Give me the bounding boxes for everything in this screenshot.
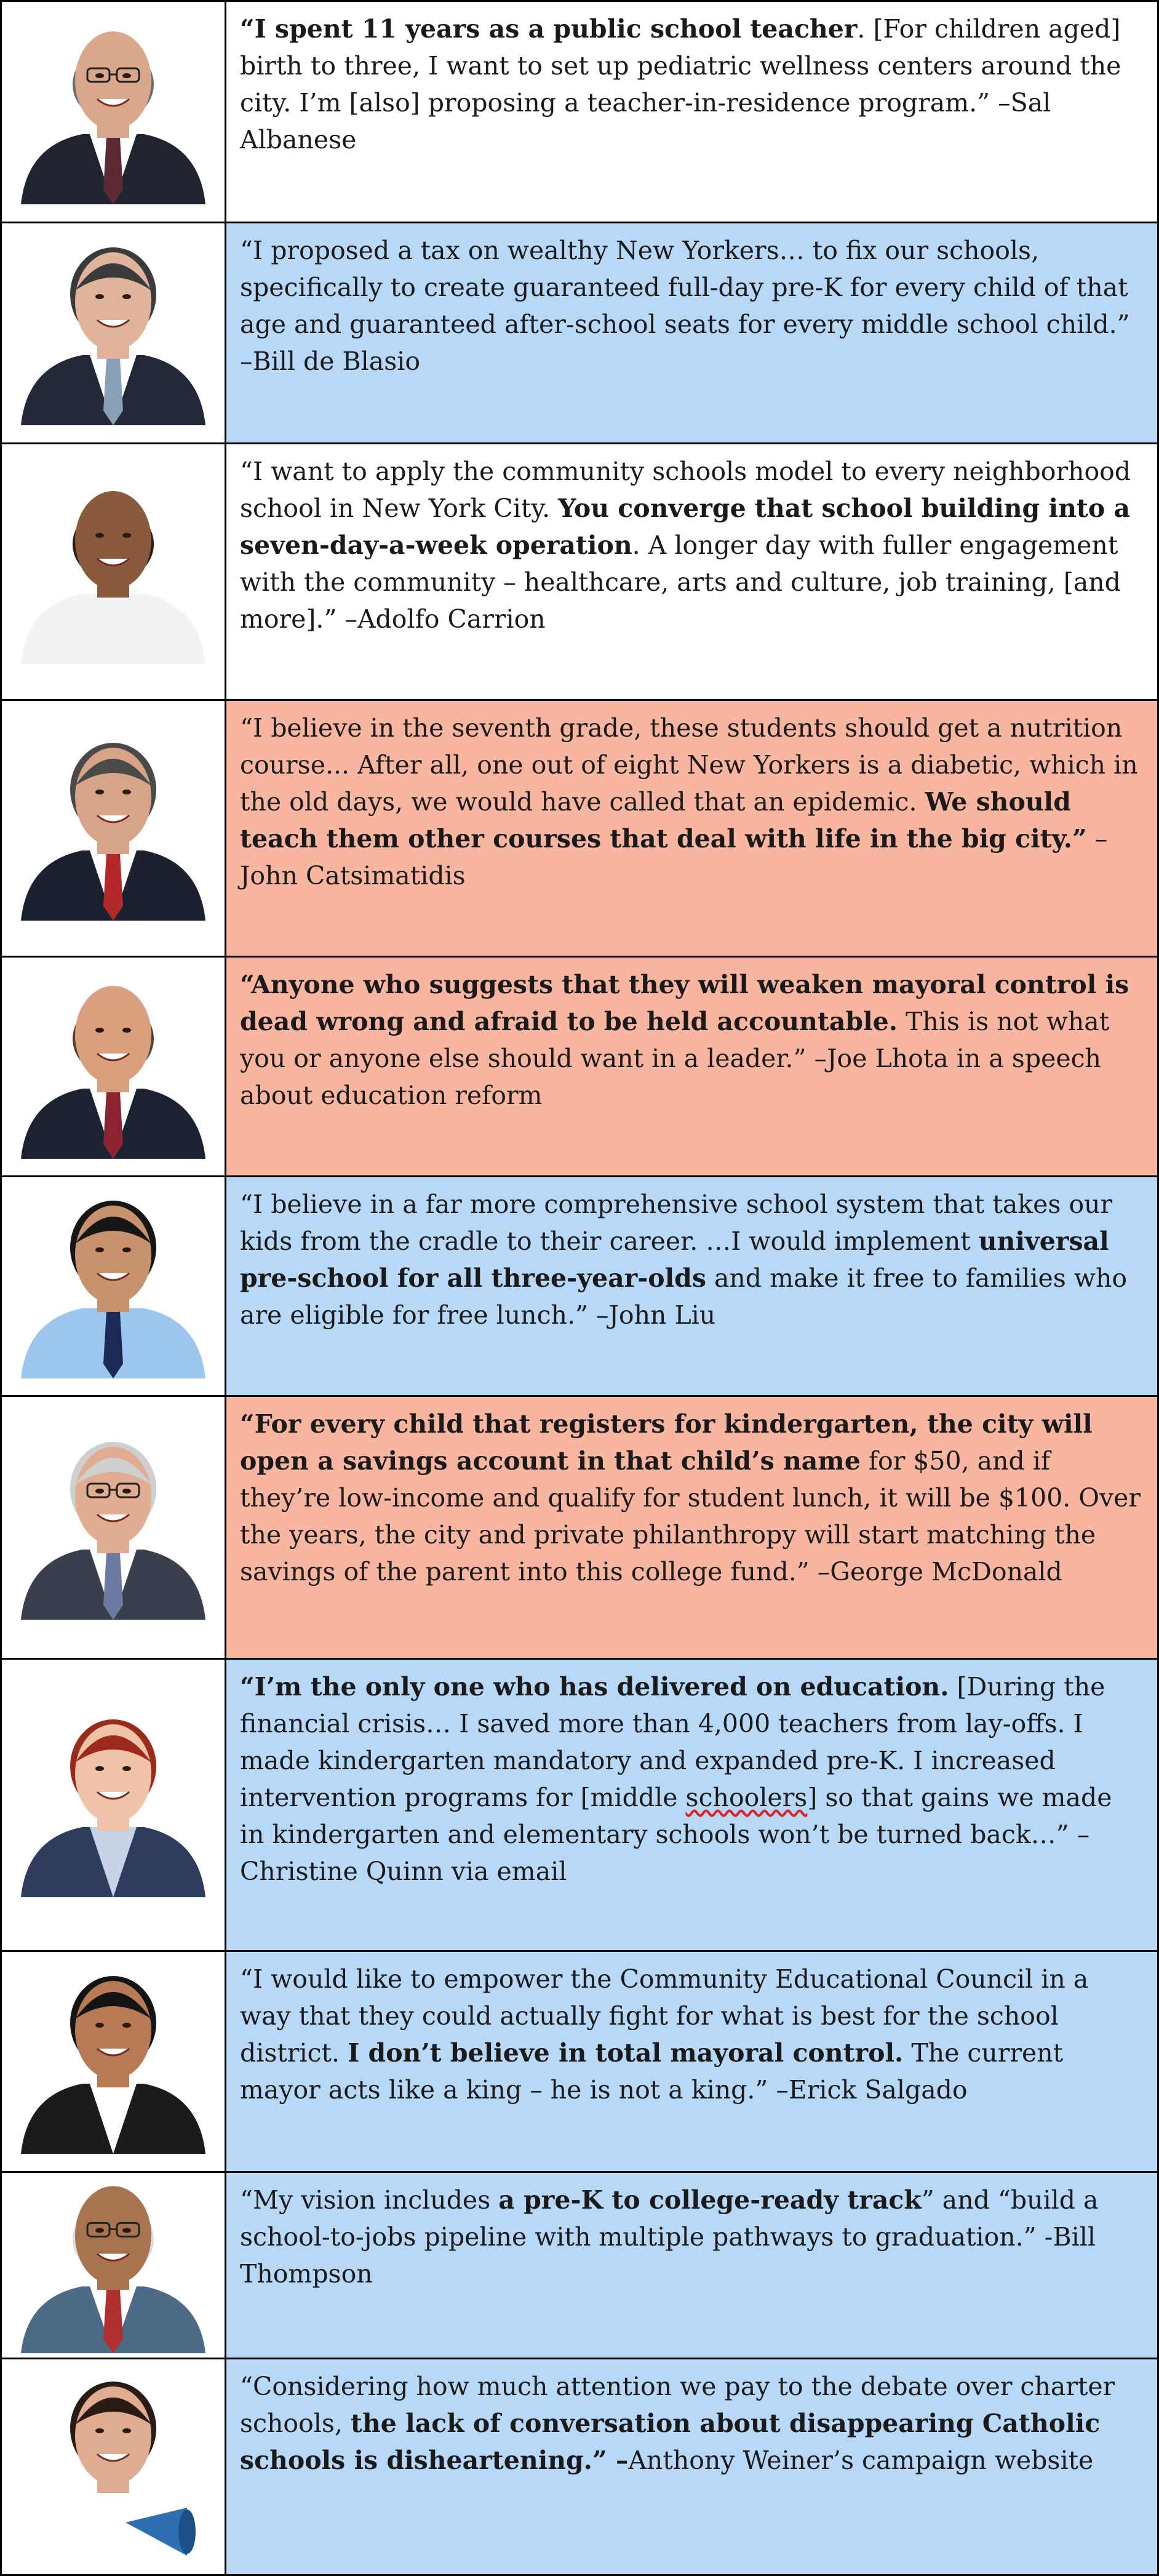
eye-left bbox=[95, 2428, 104, 2433]
candidate-portrait bbox=[9, 1435, 218, 1620]
quote-cell bbox=[226, 2358, 1159, 2576]
quote-cell bbox=[226, 0, 1159, 223]
quote-cell bbox=[226, 222, 1159, 444]
quote-cell bbox=[226, 1395, 1159, 1660]
face-shape bbox=[75, 986, 151, 1084]
candidate-quote bbox=[240, 966, 1144, 1114]
candidate-quote bbox=[240, 232, 1144, 380]
eye-left bbox=[95, 1489, 104, 1494]
eye-right bbox=[122, 73, 131, 78]
eye-left bbox=[95, 533, 104, 538]
quote-bold-segment: “I spent 11 years as a public school teacher bbox=[240, 14, 858, 44]
quote-segment: The current mayor acts like a king – he is not a king.” –Erick Salgado bbox=[240, 2038, 1064, 2105]
quote-cell bbox=[226, 1175, 1159, 1397]
candidate-photo bbox=[0, 0, 226, 223]
quote-bold-segment: I don’t believe in total mayoral control. bbox=[348, 2038, 904, 2068]
face-shape bbox=[75, 31, 151, 130]
quote-bold-segment: We should teach them other courses that deal with life in the big city.” bbox=[240, 787, 1087, 854]
quote-cell bbox=[226, 1658, 1159, 1952]
quote-bold-segment: You converge that school building into a seven-day-a-week operation bbox=[240, 494, 1131, 560]
eye-left bbox=[95, 1766, 104, 1771]
candidate-portrait bbox=[9, 479, 218, 664]
candidate-photo bbox=[0, 442, 226, 701]
candidate-row bbox=[0, 442, 1159, 701]
candidate-quote bbox=[240, 10, 1144, 158]
quote-bold-segment: “I’m the only one who has delivered on education. bbox=[240, 1672, 949, 1702]
candidate-row bbox=[0, 699, 1159, 958]
candidate-row bbox=[0, 0, 1159, 223]
quote-segment: [During the financial crisis… I saved more than 4,000 teachers from lay-offs. I made kindergarten mandatory and expanded pre-K. I increased intervention programs for [middle bbox=[240, 1672, 1105, 1812]
quote-segment: schoolers bbox=[685, 1783, 808, 1812]
candidate-quote bbox=[240, 453, 1144, 638]
quote-cell bbox=[226, 1950, 1159, 2173]
candidate-quote bbox=[240, 1961, 1144, 2108]
candidate-quote bbox=[240, 2182, 1144, 2292]
candidate-quote bbox=[240, 1668, 1144, 1890]
candidate-quote bbox=[240, 2368, 1144, 2479]
quote-bold-segment: a pre-K to college-ready track bbox=[498, 2185, 922, 2215]
quote-bold-segment: universal pre-school for all three-year-olds bbox=[240, 1226, 1109, 1293]
eye-right bbox=[122, 1766, 131, 1771]
quote-bold-segment: the lack of conversation about disappearing Catholic schools is disheartening.” – bbox=[240, 2409, 1101, 2475]
quote-cell bbox=[226, 442, 1159, 701]
candidate-photo bbox=[0, 2171, 226, 2359]
quote-bold-segment: “For every child that registers for kindergarten, the city will open a savings account in that child’s name bbox=[240, 1409, 1093, 1476]
candidate-photo bbox=[0, 1175, 226, 1397]
eye-left bbox=[95, 790, 104, 794]
candidate-photo bbox=[0, 1395, 226, 1660]
candidate-photo bbox=[0, 1658, 226, 1952]
eye-left bbox=[95, 2023, 104, 2028]
quote-bold-segment: “Anyone who suggests that they will weaken mayoral control is dead wrong and afraid to be held accountable. bbox=[240, 970, 1129, 1036]
face-shape bbox=[75, 491, 151, 590]
quote-cell bbox=[226, 699, 1159, 958]
quote-segment: “I believe in the seventh grade, these students should get a nutrition course... After all, one out of eight New Yorkers is a diabetic, which in the old days, we would have called that an epidemic. bbox=[240, 713, 1138, 817]
eye-left bbox=[95, 1028, 104, 1033]
eye-right bbox=[122, 2023, 131, 2028]
eye-left bbox=[95, 1247, 104, 1252]
eye-right bbox=[122, 1247, 131, 1252]
quote-segment: “I believe in a far more comprehensive school system that takes our kids from the cradle to their career. …I would implement bbox=[240, 1190, 1113, 1256]
eye-right bbox=[122, 1028, 131, 1033]
eye-left bbox=[95, 2228, 104, 2233]
quote-segment: . A longer day with fuller engagement with the community – healthcare, arts and culture, job training, [and more].” –Adolfo Carrion bbox=[240, 530, 1121, 634]
candidate-row bbox=[0, 222, 1159, 444]
candidate-portrait bbox=[9, 736, 218, 921]
candidate-portrait bbox=[9, 241, 218, 425]
eye-right bbox=[122, 294, 131, 299]
eye-right bbox=[122, 2428, 131, 2433]
eye-right bbox=[122, 2228, 131, 2233]
candidate-quote bbox=[240, 1406, 1144, 1590]
quote-segment: “Considering how much attention we pay to the debate over charter schools, bbox=[240, 2372, 1115, 2438]
candidate-portrait bbox=[9, 974, 218, 1159]
candidate-photo bbox=[0, 699, 226, 958]
quote-segment: Anthony Weiner’s campaign website bbox=[628, 2446, 1094, 2475]
candidate-photo bbox=[0, 2358, 226, 2576]
candidate-portrait bbox=[9, 20, 218, 204]
candidate-row bbox=[0, 1175, 1159, 1397]
candidate-row bbox=[0, 2358, 1159, 2576]
candidate-portrait bbox=[9, 2375, 218, 2559]
candidate-quote bbox=[240, 1186, 1144, 1334]
candidate-portrait bbox=[9, 1713, 218, 1897]
face-shape bbox=[75, 2186, 151, 2284]
quote-segment: “I proposed a tax on wealthy New Yorkers… to fix our schools, specifically to create guaranteed full-day pre-K for every child of that age and guaranteed after-school seats for every middle school child.” –Bill de Blasio bbox=[240, 236, 1130, 376]
candidate-row bbox=[0, 1658, 1159, 1952]
candidate-row bbox=[0, 2171, 1159, 2359]
quote-segment: and make it free to families who are eligible for free lunch.” –John Liu bbox=[240, 1263, 1128, 1330]
quote-segment: for $50, and if they’re low-income and qualify for student lunch, it will be $100. Over the years, the city and private philanthropy will start matching the savings of the parent into this college fund.” –George McDonald bbox=[240, 1446, 1141, 1586]
quote-segment: ] so that gains we made in kindergarten and elementary schools won’t be turned back…” –Christine Quinn via email bbox=[240, 1783, 1112, 1886]
candidate-row bbox=[0, 956, 1159, 1177]
eye-left bbox=[95, 294, 104, 299]
quote-cell bbox=[226, 956, 1159, 1177]
quote-cell bbox=[226, 2171, 1159, 2359]
candidate-row bbox=[0, 1950, 1159, 2173]
candidate-quote bbox=[240, 710, 1144, 894]
candidate-portrait bbox=[9, 2177, 218, 2353]
candidate-photo bbox=[0, 1950, 226, 2173]
eye-right bbox=[122, 790, 131, 794]
quote-segment: This is not what you or anyone else should want in a leader.” –Joe Lhota in a speech about education reform bbox=[240, 1007, 1110, 1110]
quote-segment: “I would like to empower the Community Educational Council in a way that they could actually fight for what is best for the school district. bbox=[240, 1964, 1089, 2068]
candidate-row bbox=[0, 1395, 1159, 1660]
quote-segment: “My vision includes bbox=[240, 2185, 499, 2215]
candidate-photo bbox=[0, 956, 226, 1177]
eye-right bbox=[122, 533, 131, 538]
quote-segment: ” and “build a school-to-jobs pipeline with multiple pathways to graduation.” -Bill Thompson bbox=[240, 2185, 1099, 2289]
candidate-portrait bbox=[9, 1194, 218, 1378]
quote-segment: “I want to apply the community schools model to every neighborhood school in New York City. bbox=[240, 457, 1131, 523]
candidate-portrait bbox=[9, 1969, 218, 2154]
eye-right bbox=[122, 1489, 131, 1494]
eye-left bbox=[95, 73, 104, 78]
quote-segment: –John Catsimatidis bbox=[240, 824, 1108, 890]
candidate-photo bbox=[0, 222, 226, 444]
quote-segment: . [For children aged] birth to three, I want to set up pediatric wellness centers around the city. I’m [also] proposing a teacher-in-residence program.” –Sal Albanese bbox=[240, 14, 1121, 154]
